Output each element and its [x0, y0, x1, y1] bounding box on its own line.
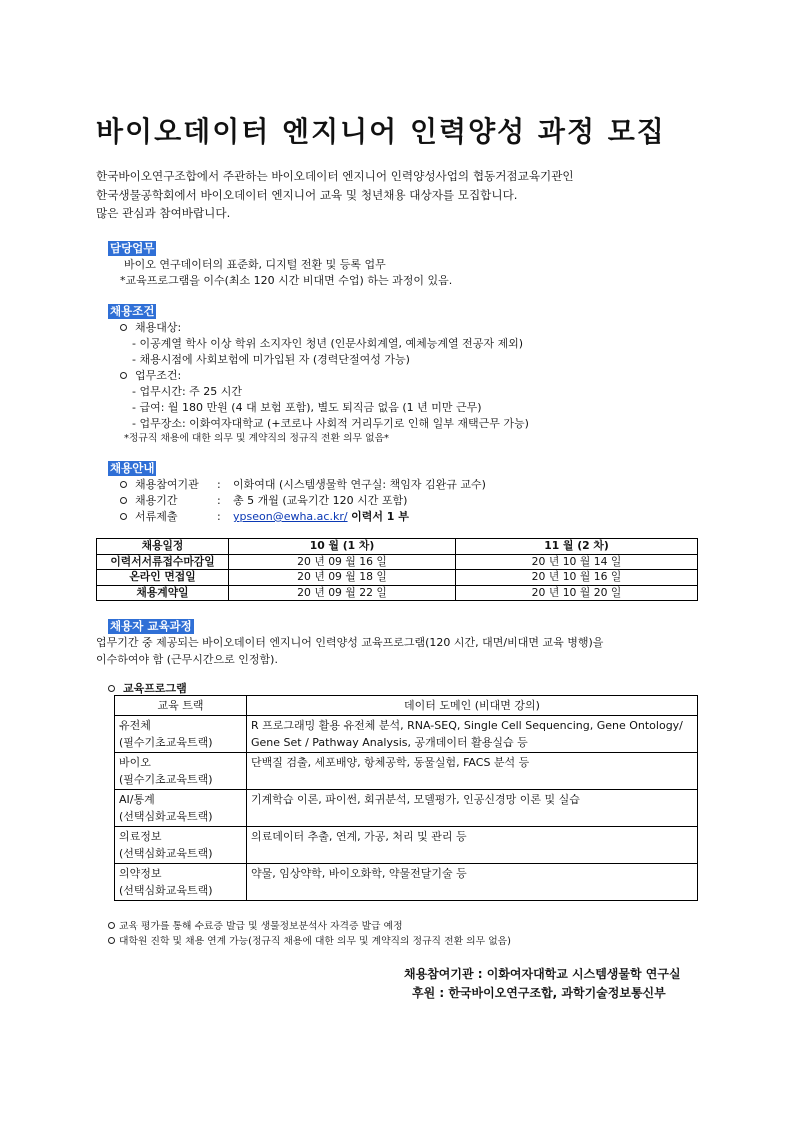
- schedule-cell: 20 년 10 월 20 일: [456, 585, 698, 601]
- circle-bullet-icon: [108, 922, 115, 929]
- footer-org: 채용참여기관 : 이화여자대학교 시스템생물학 연구실: [404, 967, 681, 981]
- guide-submit-label: 서류제출: [135, 510, 178, 523]
- domain-cell: 약물, 임상약학, 바이오화학, 약물전달기술 등: [247, 864, 698, 901]
- guide-item-colon: :: [217, 494, 221, 507]
- table-row: [97, 570, 698, 586]
- table-row: [115, 716, 698, 753]
- conditions-target-line: - 채용시점에 사회보험에 미가입된 자 (경력단절여성 가능): [132, 353, 410, 366]
- program-label: 교육프로그램: [108, 681, 187, 697]
- duty-note: *교육프로그램을 이수(최소 120 시간 비대면 수업) 하는 과정이 있음.: [120, 274, 453, 287]
- table-row: [115, 790, 698, 827]
- guide-item-label: 채용참여기관: [135, 478, 199, 491]
- guide-submit-colon: :: [217, 510, 221, 523]
- domain-cell: R 프로그래밍 활용 유전체 분석, RNA-SEQ, Single Cell Sequencing, Gene Ontology/ Gene Set / Pathway Analysis, 공개데이터 활용실습 등: [247, 716, 698, 753]
- circle-bullet-icon: [120, 497, 127, 504]
- schedule-header-round2: 11 월 (2 차): [456, 539, 698, 555]
- track-cell: 유전체 (필수기초교육트랙): [115, 716, 247, 753]
- training-note: 대학원 진학 및 채용 연계 가능(정규직 채용에 대한 의무 및 계약직의 정규직 전환 의무 없음): [108, 934, 511, 950]
- intro-line: 많은 관심과 참여바랍니다.: [96, 206, 231, 220]
- program-table: [114, 695, 698, 901]
- schedule-cell: 20 년 10 월 14 일: [456, 554, 698, 570]
- guide-item-colon: :: [217, 478, 221, 491]
- circle-bullet-icon: [120, 324, 127, 331]
- domain-cell: 의료데이터 추출, 연계, 가공, 처리 및 관리 등: [247, 827, 698, 864]
- track-cell: 의료정보 (선택심화교육트랙): [115, 827, 247, 864]
- program-header-domain: 데이터 도메인 (비대면 강의): [247, 696, 698, 716]
- table-row: [115, 827, 698, 864]
- track-cell: 바이오 (필수기초교육트랙): [115, 753, 247, 790]
- schedule-header-label: 채용일정: [97, 539, 229, 555]
- intro-paragraph: [96, 167, 574, 223]
- track-cell: 의약정보 (선택심화교육트랙): [115, 864, 247, 901]
- schedule-cell: 20 년 09 월 16 일: [229, 554, 456, 570]
- table-row: [97, 554, 698, 570]
- table-row: [97, 585, 698, 601]
- intro-line: 한국생물공학회에서 바이오데이터 엔지니어 교육 및 청년채용 대상자를 모집합니다.: [96, 187, 518, 202]
- domain-cell: 기계학습 이론, 파이썬, 회귀분석, 모델평가, 인공신경망 이론 및 실습: [247, 790, 698, 827]
- conditions-work-line: - 급여: 월 180 만원 (4 대 보험 포함), 별도 퇴직금 없음 (1 년 미만 근무): [132, 401, 482, 414]
- page-title: 바이오데이터 엔지니어 인력양성 과정 모집: [96, 115, 666, 148]
- circle-bullet-icon: [108, 937, 115, 944]
- program-header-track: 교육 트랙: [115, 696, 247, 716]
- conditions-note: *정규직 채용에 대한 의무 및 계약직의 정규직 전환 의무 없음*: [124, 433, 389, 444]
- guide-item: [120, 477, 486, 493]
- circle-bullet-icon: [120, 481, 127, 488]
- conditions-work-line: - 업무시간: 주 25 시간: [132, 385, 243, 398]
- schedule-row-label: 온라인 면접일: [97, 570, 229, 586]
- table-row: [115, 864, 698, 901]
- circle-bullet-icon: [120, 513, 127, 520]
- schedule-cell: 20 년 09 월 22 일: [229, 585, 456, 601]
- circle-bullet-icon: [120, 372, 127, 379]
- intro-line: 한국바이오연구조합에서 주관하는 바이오데이터 엔지니어 인력양성사업의 협동거점교육기관인: [96, 169, 574, 183]
- guide-item-value: 총 5 개월 (교육기간 120 시간 포함): [233, 494, 408, 507]
- schedule-cell: 20 년 10 월 16 일: [456, 570, 698, 586]
- training-desc-line: 이수하여야 함 (근무시간으로 인정함).: [96, 653, 278, 666]
- conditions-target-label: 채용대상:: [120, 320, 181, 336]
- duty-line: 바이오 연구데이터의 표준화, 디지털 전환 및 등록 업무: [124, 258, 386, 271]
- schedule-table: [96, 538, 698, 601]
- track-cell: AI/통계 (선택심화교육트랙): [115, 790, 247, 827]
- section-heading-training: 채용자 교육과정: [110, 619, 192, 633]
- training-desc-line: 업무기간 중 제공되는 바이오데이터 엔지니어 인력양성 교육프로그램(120 시간, 대면/비대면 교육 병행)을: [96, 636, 604, 649]
- guide-item-value: 이화여대 (시스템생물학 연구실: 책임자 김완규 교수): [233, 478, 486, 491]
- table-header-row: [97, 539, 698, 555]
- circle-bullet-icon: [108, 685, 115, 692]
- section-heading-guide: 채용안내: [110, 461, 155, 475]
- domain-cell: 단백질 검출, 세포배양, 항체공학, 동물실험, FACS 분석 등: [247, 753, 698, 790]
- footer-sponsor: 후원 : 한국바이오연구조합, 과학기술정보통신부: [412, 986, 666, 1000]
- guide-item: [120, 493, 407, 509]
- submit-email-link[interactable]: ypseon@ewha.ac.kr/: [233, 510, 348, 523]
- submit-doc: 이력서 1 부: [351, 510, 409, 523]
- guide-item-label: 채용기간: [135, 494, 178, 507]
- schedule-cell: 20 년 09 월 18 일: [229, 570, 456, 586]
- training-note: 교육 평가를 통해 수료증 발급 및 생물정보분석사 자격증 발급 예정: [108, 919, 403, 935]
- guide-item-submit: [120, 509, 409, 525]
- conditions-target-line: - 이공계열 학사 이상 학위 소지자인 청년 (인문사회계열, 예체능계열 전공자 제외): [132, 337, 524, 350]
- section-heading-conditions: 채용조건: [110, 304, 155, 318]
- table-header-row: [115, 696, 698, 716]
- schedule-row-label: 채용계약일: [97, 585, 229, 601]
- table-row: [115, 753, 698, 790]
- schedule-header-round1: 10 월 (1 차): [229, 539, 456, 555]
- conditions-work-label: 업무조건:: [120, 368, 181, 384]
- schedule-row-label: 이력서서류접수마감일: [97, 554, 229, 570]
- conditions-work-line: - 업무장소: 이화여자대학교 (+코로나 사회적 거리두기로 인해 일부 재택근무 가능): [132, 417, 529, 430]
- section-heading-duty: 담당업무: [110, 241, 155, 255]
